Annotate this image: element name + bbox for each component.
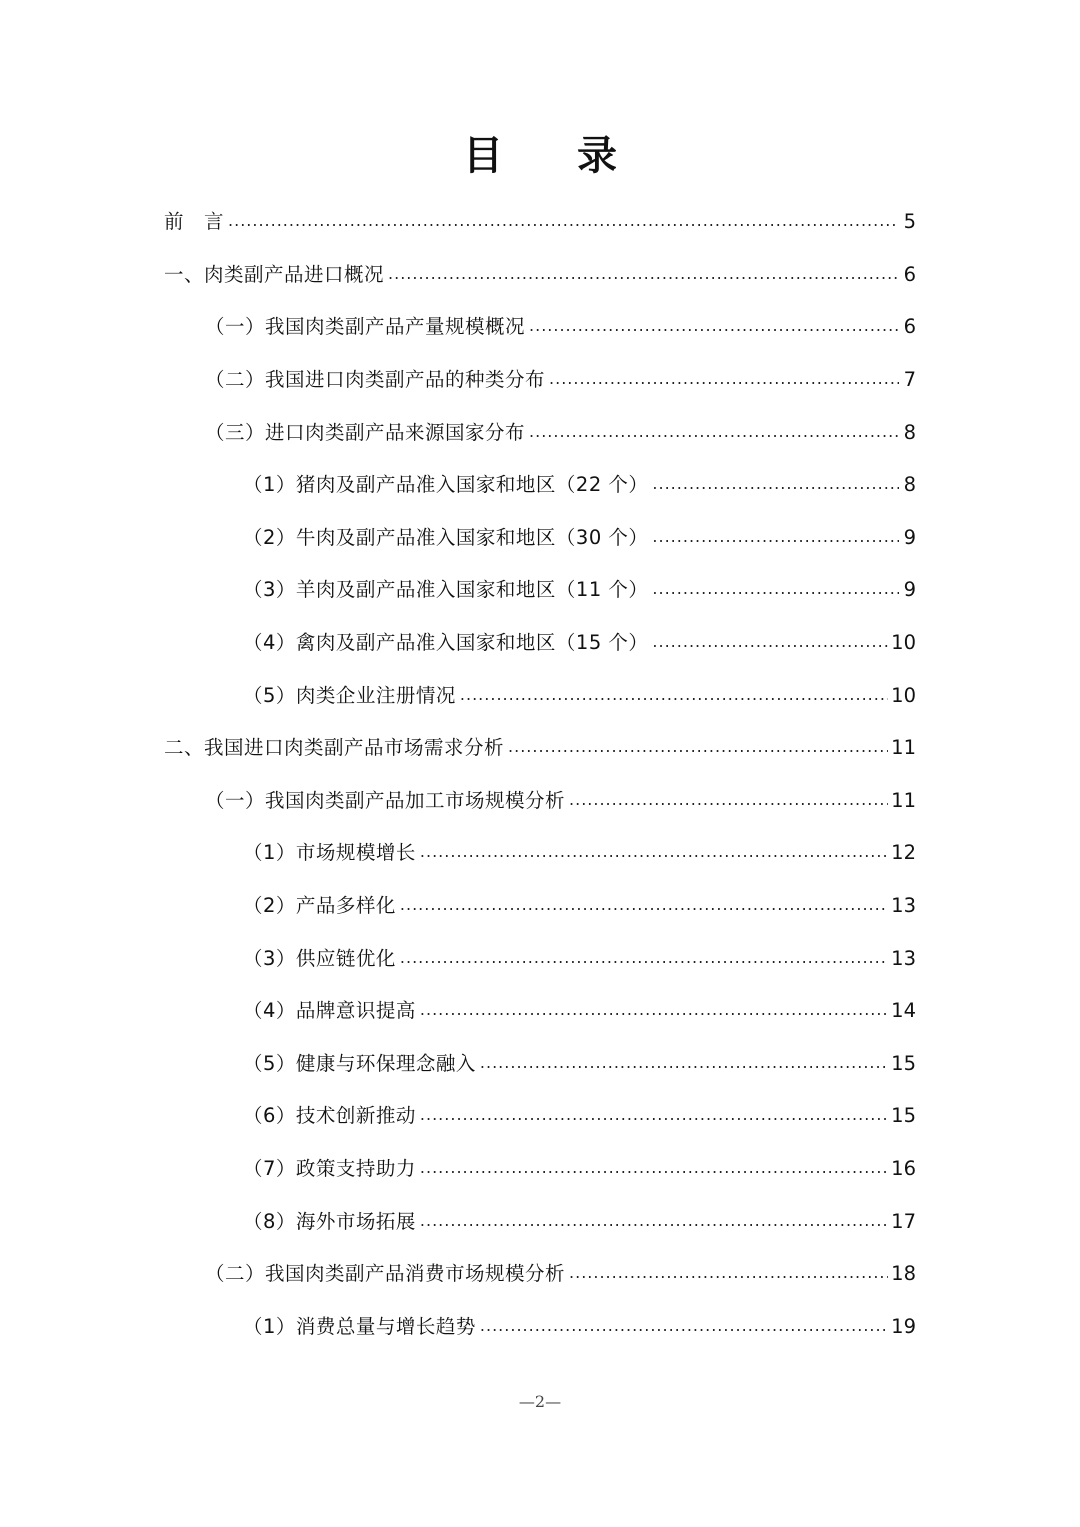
toc-entry-title: （4）禽肉及副产品准入国家和地区（15 个） — [243, 631, 649, 655]
toc-page-number: 9 — [903, 578, 916, 602]
toc-entry-title: （1）市场规模增长 — [243, 841, 416, 865]
toc-page-number: 18 — [891, 1262, 916, 1286]
dot-leader — [652, 634, 888, 654]
dot-leader — [529, 424, 899, 444]
toc-entry[interactable] — [243, 459, 916, 511]
toc-entry-title: （二）我国进口肉类副产品的种类分布 — [205, 368, 546, 392]
dot-leader — [420, 1213, 888, 1233]
page-number-footer: —2— — [518, 1392, 562, 1411]
toc-entry[interactable] — [164, 196, 916, 248]
toc-page-number: 15 — [891, 1051, 916, 1075]
toc-entry[interactable] — [243, 1301, 916, 1353]
dot-leader — [508, 739, 888, 759]
toc-entry[interactable] — [205, 354, 916, 406]
dot-leader — [388, 266, 899, 286]
dot-leader — [400, 950, 888, 970]
toc-entry-title: （三）进口肉类副产品来源国家分布 — [205, 420, 526, 444]
toc-page-number: 13 — [891, 946, 916, 970]
toc-page-number: 19 — [891, 1314, 916, 1338]
toc-page-number: 10 — [891, 631, 916, 655]
toc-page-number: 6 — [903, 262, 916, 286]
toc-entry[interactable] — [243, 932, 916, 984]
toc-page-number: 13 — [891, 894, 916, 918]
toc-entry[interactable] — [243, 512, 916, 564]
toc-entry[interactable] — [243, 1038, 916, 1090]
dot-leader — [480, 1318, 888, 1338]
toc-page-number: 9 — [903, 525, 916, 549]
toc-entry[interactable] — [243, 1195, 916, 1247]
toc-entry-title: （3）供应链优化 — [243, 946, 396, 970]
toc-entry[interactable] — [205, 775, 916, 827]
dot-leader — [420, 1160, 888, 1180]
toc-entry-title: （7）政策支持助力 — [243, 1157, 416, 1181]
toc-entry[interactable] — [205, 1248, 916, 1300]
toc-entry[interactable] — [243, 880, 916, 932]
toc-page-number: 15 — [891, 1104, 916, 1128]
dot-leader — [420, 844, 888, 864]
toc-entry[interactable] — [164, 249, 916, 301]
toc-entry-title: （1）猪肉及副产品准入国家和地区（22 个） — [243, 473, 649, 497]
toc-entry-title: （3）羊肉及副产品准入国家和地区（11 个） — [243, 578, 649, 602]
dot-leader — [460, 687, 888, 707]
toc-page-number: 8 — [903, 473, 916, 497]
toc-entry-title: （一）我国肉类副产品加工市场规模分析 — [205, 788, 566, 812]
page-title: 目 录 — [463, 132, 647, 179]
toc-entry-title: （8）海外市场拓展 — [243, 1209, 416, 1233]
toc-entry-title: （6）技术创新推动 — [243, 1104, 416, 1128]
toc-entry-title: （二）我国肉类副产品消费市场规模分析 — [205, 1262, 566, 1286]
dot-leader — [400, 897, 888, 917]
toc-entry-title: （一）我国肉类副产品产量规模概况 — [205, 315, 526, 339]
dot-leader — [569, 1265, 888, 1285]
toc-entry-title: （2）产品多样化 — [243, 894, 396, 918]
dot-leader — [652, 476, 899, 496]
dot-leader — [228, 213, 899, 233]
toc-page-number: 5 — [903, 210, 916, 234]
toc-entry-title: 二、我国进口肉类副产品市场需求分析 — [164, 736, 505, 760]
toc-page-number: 11 — [891, 788, 916, 812]
dot-leader — [529, 318, 899, 338]
dot-leader — [420, 1002, 888, 1022]
toc-entry-title: （5）肉类企业注册情况 — [243, 683, 456, 707]
toc-entry[interactable] — [243, 1090, 916, 1142]
toc-entry-title: （1）消费总量与增长趋势 — [243, 1314, 476, 1338]
toc-entry[interactable] — [243, 617, 916, 669]
toc-entry[interactable] — [243, 827, 916, 879]
dot-leader — [569, 792, 888, 812]
toc-page-number: 8 — [903, 420, 916, 444]
toc-page-number: 17 — [891, 1209, 916, 1233]
toc-entry[interactable] — [243, 985, 916, 1037]
dot-leader — [652, 529, 899, 549]
toc-entry-title: 前 言 — [164, 210, 225, 234]
toc-entry-title: （5）健康与环保理念融入 — [243, 1051, 476, 1075]
dot-leader — [420, 1107, 888, 1127]
dot-leader — [652, 581, 899, 601]
toc-entry[interactable] — [243, 564, 916, 616]
toc-entry[interactable] — [205, 406, 916, 458]
toc-entry[interactable] — [164, 722, 916, 774]
toc-page-number: 14 — [891, 999, 916, 1023]
toc-entry-title: （4）品牌意识提高 — [243, 999, 416, 1023]
toc-page-number: 12 — [891, 841, 916, 865]
toc-page-number: 11 — [891, 736, 916, 760]
toc-entry[interactable] — [243, 1143, 916, 1195]
toc-entry-title: （2）牛肉及副产品准入国家和地区（30 个） — [243, 525, 649, 549]
toc-page-number: 16 — [891, 1157, 916, 1181]
dot-leader — [480, 1055, 888, 1075]
toc-page-number: 7 — [903, 368, 916, 392]
dot-leader — [549, 371, 899, 391]
toc-page-number: 6 — [903, 315, 916, 339]
toc-page-number: 10 — [891, 683, 916, 707]
toc-entry[interactable] — [205, 301, 916, 353]
toc-entry-title: 一、肉类副产品进口概况 — [164, 262, 385, 286]
toc-entry[interactable] — [243, 669, 916, 721]
